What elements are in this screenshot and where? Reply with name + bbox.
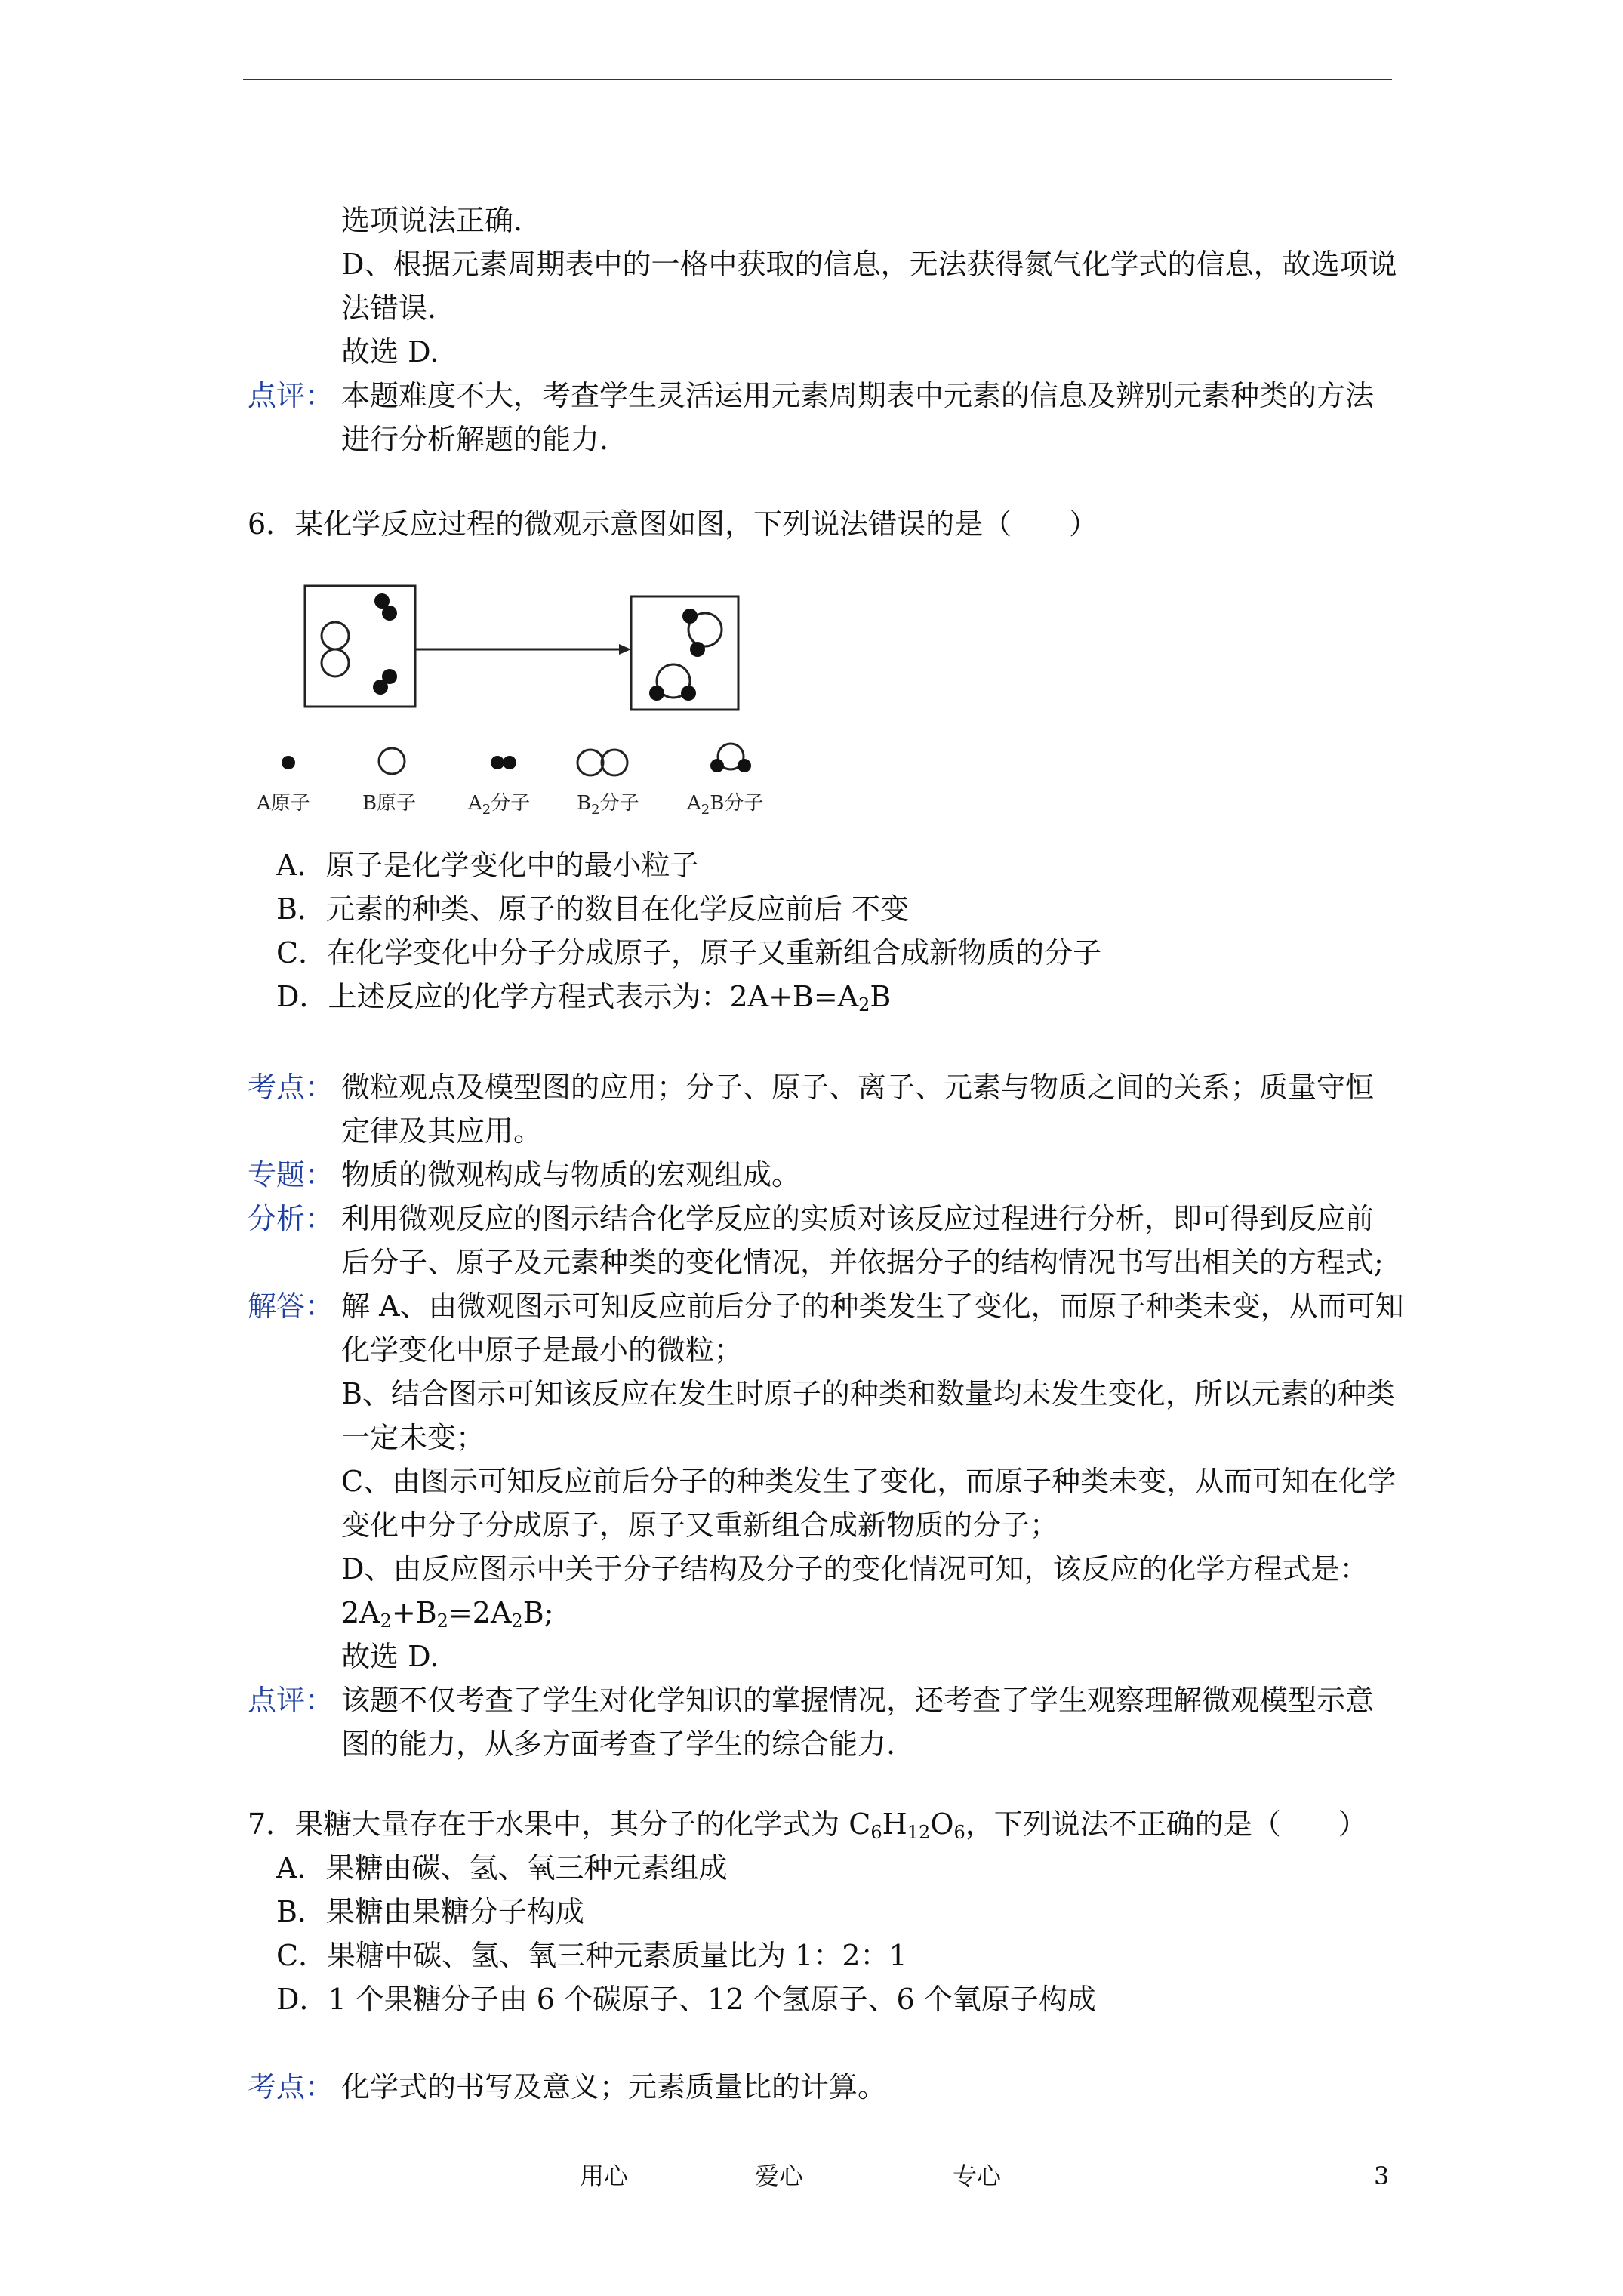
a-atom (682, 609, 698, 624)
text-line: C、由图示可知反应前后分子的种类发生了变化，而原子种类未变，从而可知在化学 (341, 1465, 1397, 1498)
question-6-stem: 6．某化学反应过程的微观示意图如图，下列说法错误的是（ ） (248, 507, 1098, 541)
footer-text: 专心 (953, 2162, 1002, 2190)
legend-a2-icon (503, 756, 516, 769)
legend-label: A原子 (257, 792, 310, 815)
option-a: A．果糖由碳、氢、氧三种元素组成 (276, 1851, 728, 1885)
option-c: C．果糖中碳、氢、氧三种元素质量比为 1：2：1 (276, 1939, 907, 1972)
kaodian-label: 考点： (248, 1071, 334, 1104)
text-line: 图的能力，从多方面考查了学生的综合能力. (341, 1727, 896, 1761)
text-line: 化学变化中原子是最小的微粒； (341, 1333, 744, 1367)
legend-b2-icon (602, 750, 627, 775)
a-atom (373, 680, 388, 695)
legend-a2-icon (491, 756, 504, 769)
text-line: 化学式的书写及意义；元素质量比的计算。 (341, 2070, 887, 2103)
option-b: B．果糖由果糖分子构成 (276, 1895, 584, 1928)
a-atom (690, 642, 705, 657)
option-d: D．1 个果糖分子由 6 个碳原子、12 个氢原子、6 个氧原子构成 (276, 1983, 1096, 2016)
text-line: 法错误. (341, 291, 437, 325)
text-line: D、由反应图示中关于分子结构及分子的变化情况可知，该反应的化学方程式是： (341, 1552, 1369, 1586)
legend-label: A (468, 792, 482, 815)
equation-line: $2A_2+B_2=2A_2B$; (341, 1596, 554, 1632)
comment-label: 点评： (248, 379, 334, 412)
header-rule (243, 79, 1392, 80)
legend-label: B原子 (362, 792, 417, 815)
text-line: 故选 D. (341, 335, 439, 368)
legend-label: B (577, 792, 592, 815)
arrow-head (619, 644, 631, 655)
legend-b-atom-icon (379, 748, 405, 774)
svg-text:B2分子: $B_2$分子 (577, 792, 639, 818)
text-line: D、根据元素周期表中的一格中获取的信息，无法获得氮气化学式的信息，故选项说 (341, 248, 1397, 281)
zhuanti-label: 专题： (248, 1158, 334, 1191)
text-line: 一定未变； (341, 1421, 485, 1454)
dianping-label: 点评： (248, 1684, 334, 1717)
text-line: 本题难度不大，考查学生灵活运用元素周期表中元素的信息及辨别元素种类的方法 (341, 379, 1375, 412)
reactant-box (305, 586, 415, 707)
legend-a2b-icon (738, 759, 751, 772)
text-line: 故选 D. (341, 1640, 439, 1673)
option-b: B．元素的种类、原子的数目在化学反应前后 不变 (276, 892, 910, 926)
svg-text:A2B分子: $A_2B$分子 (687, 792, 764, 818)
kaodian-label: 考点： (248, 2070, 334, 2103)
text-line: 定律及其应用。 (341, 1114, 543, 1148)
text-line: 选项说法正确. (341, 204, 523, 237)
text-line: 利用微观反应的图示结合化学反应的实质对该反应过程进行分析，即可得到反应前 (341, 1202, 1375, 1235)
legend-a2b-icon (710, 759, 724, 772)
footer-text: 用心 (580, 2162, 629, 2190)
text-line: B、结合图示可知该反应在发生时原子的种类和数量均未发生变化，所以元素的种类 (341, 1377, 1395, 1410)
option-d: D．上述反应的化学方程式表示为：$2A+B=A_2B$ (276, 980, 892, 1015)
a-atom (681, 686, 696, 701)
legend-label: A (687, 792, 701, 815)
text-line: 进行分析解题的能力. (341, 423, 609, 456)
legend-b2-icon (577, 750, 603, 775)
a-atom (382, 606, 397, 621)
fenxi-label: 分析： (248, 1202, 334, 1235)
page-number: 3 (1374, 2162, 1390, 2190)
option-c: C．在化学变化中分子分成原子，原子又重新组合成新物质的分子 (276, 936, 1102, 969)
text-line: 该题不仅考查了学生对化学知识的掌握情况，还考查了学生观察理解微观模型示意 (341, 1684, 1375, 1717)
legend-a-atom-icon (282, 756, 295, 769)
text-line: 变化中分子分成原子，原子又重新组合成新物质的分子； (341, 1509, 1059, 1542)
b-atom (322, 649, 349, 676)
text-line: 后分子、原子及元素种类的变化情况，并依据分子的结构情况书写出相关的方程式; (341, 1246, 1384, 1279)
text-line: 微粒观点及模型图的应用；分子、原子、离子、元素与物质之间的关系；质量守恒 (341, 1071, 1375, 1104)
reaction-diagram (242, 566, 800, 823)
text-line: 物质的微观构成与物质的宏观组成。 (341, 1158, 801, 1191)
text-line: 解 A、由微观图示可知反应前后分子的种类发生了变化，而原子种类未变，从而可知 (341, 1290, 1404, 1323)
jieda-label: 解答： (248, 1290, 334, 1323)
a-atom (649, 686, 664, 701)
b-atom (322, 622, 349, 649)
footer-text: 爱心 (755, 2162, 804, 2190)
option-a: A．原子是化学变化中的最小粒子 (276, 849, 699, 882)
svg-text:A2分子: $A_2$分子 (468, 792, 531, 818)
question-7-stem: 7．果糖大量存在于水果中，其分子的化学式为 $C_6H_{12}O_6$，下列说法不正确的是（ ） (248, 1808, 1367, 1843)
